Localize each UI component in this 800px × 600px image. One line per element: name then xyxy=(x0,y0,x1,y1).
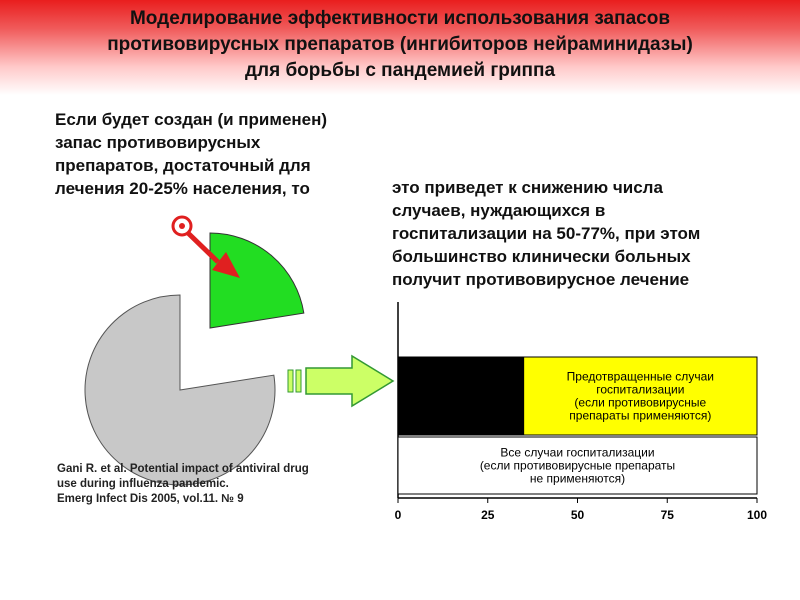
bar-segment xyxy=(398,357,524,435)
bar-segment-label: Предотвращенные случаи xyxy=(566,369,714,384)
x-tick-label: 0 xyxy=(394,508,402,522)
citation-line: use during influenza pandemic. xyxy=(57,478,229,490)
bar-segment-label: госпитализации xyxy=(596,382,685,397)
title-line: противовирусных препаратов (ингибиторов нейраминидазы) xyxy=(107,34,693,55)
target-dot-icon xyxy=(179,223,185,229)
transition-arrow xyxy=(288,356,393,406)
left-statement-line: препаратов, достаточный для xyxy=(55,156,311,175)
arrow-stripe xyxy=(296,370,301,392)
citation-line: Gani R. et al. Potential impact of antiviral drug xyxy=(57,463,309,475)
bar-segment-label: Все случаи госпитализации xyxy=(500,445,655,460)
citation-line: Emerg Infect Dis 2005, vol.11. № 9 xyxy=(57,493,244,505)
right-statement-line: случаев, нуждающихся в xyxy=(392,201,606,220)
x-tick-label: 25 xyxy=(481,508,495,522)
pie-slice-main xyxy=(85,295,275,485)
citation xyxy=(57,462,377,507)
right-statement-line: получит противовирусное лечение xyxy=(392,270,690,289)
x-tick-label: 50 xyxy=(570,508,585,522)
bar-chart xyxy=(395,302,768,522)
x-tick-label: 75 xyxy=(660,508,674,522)
title-line: для борьбы с пандемией гриппа xyxy=(244,60,556,81)
pie-slice-exploded xyxy=(210,233,304,328)
title-line: Моделирование эффективности использования запасов xyxy=(129,8,671,29)
left-statement-line: запас противовирусных xyxy=(55,133,261,152)
left-statement-line: лечения 20-25% населения, то xyxy=(55,179,310,198)
x-tick-label: 100 xyxy=(746,508,768,522)
arrow-stripe xyxy=(288,370,293,392)
right-statement-line: госпитализации на 50-77%, при этом xyxy=(392,224,701,243)
right-statement-line: это приведет к снижению числа xyxy=(392,178,663,197)
bar-segment-label: препараты применяются) xyxy=(569,408,712,423)
right-statement-line: большинство клинически больных xyxy=(392,247,691,266)
bar-segment-label: (если противовирусные препараты xyxy=(479,458,676,473)
bar-segment-label: (если противовирусные xyxy=(574,395,707,410)
left-statement-line: Если будет создан (и применен) xyxy=(55,110,328,129)
big-arrow-icon xyxy=(306,356,393,406)
bar-segment-label: не применяются) xyxy=(529,471,626,486)
